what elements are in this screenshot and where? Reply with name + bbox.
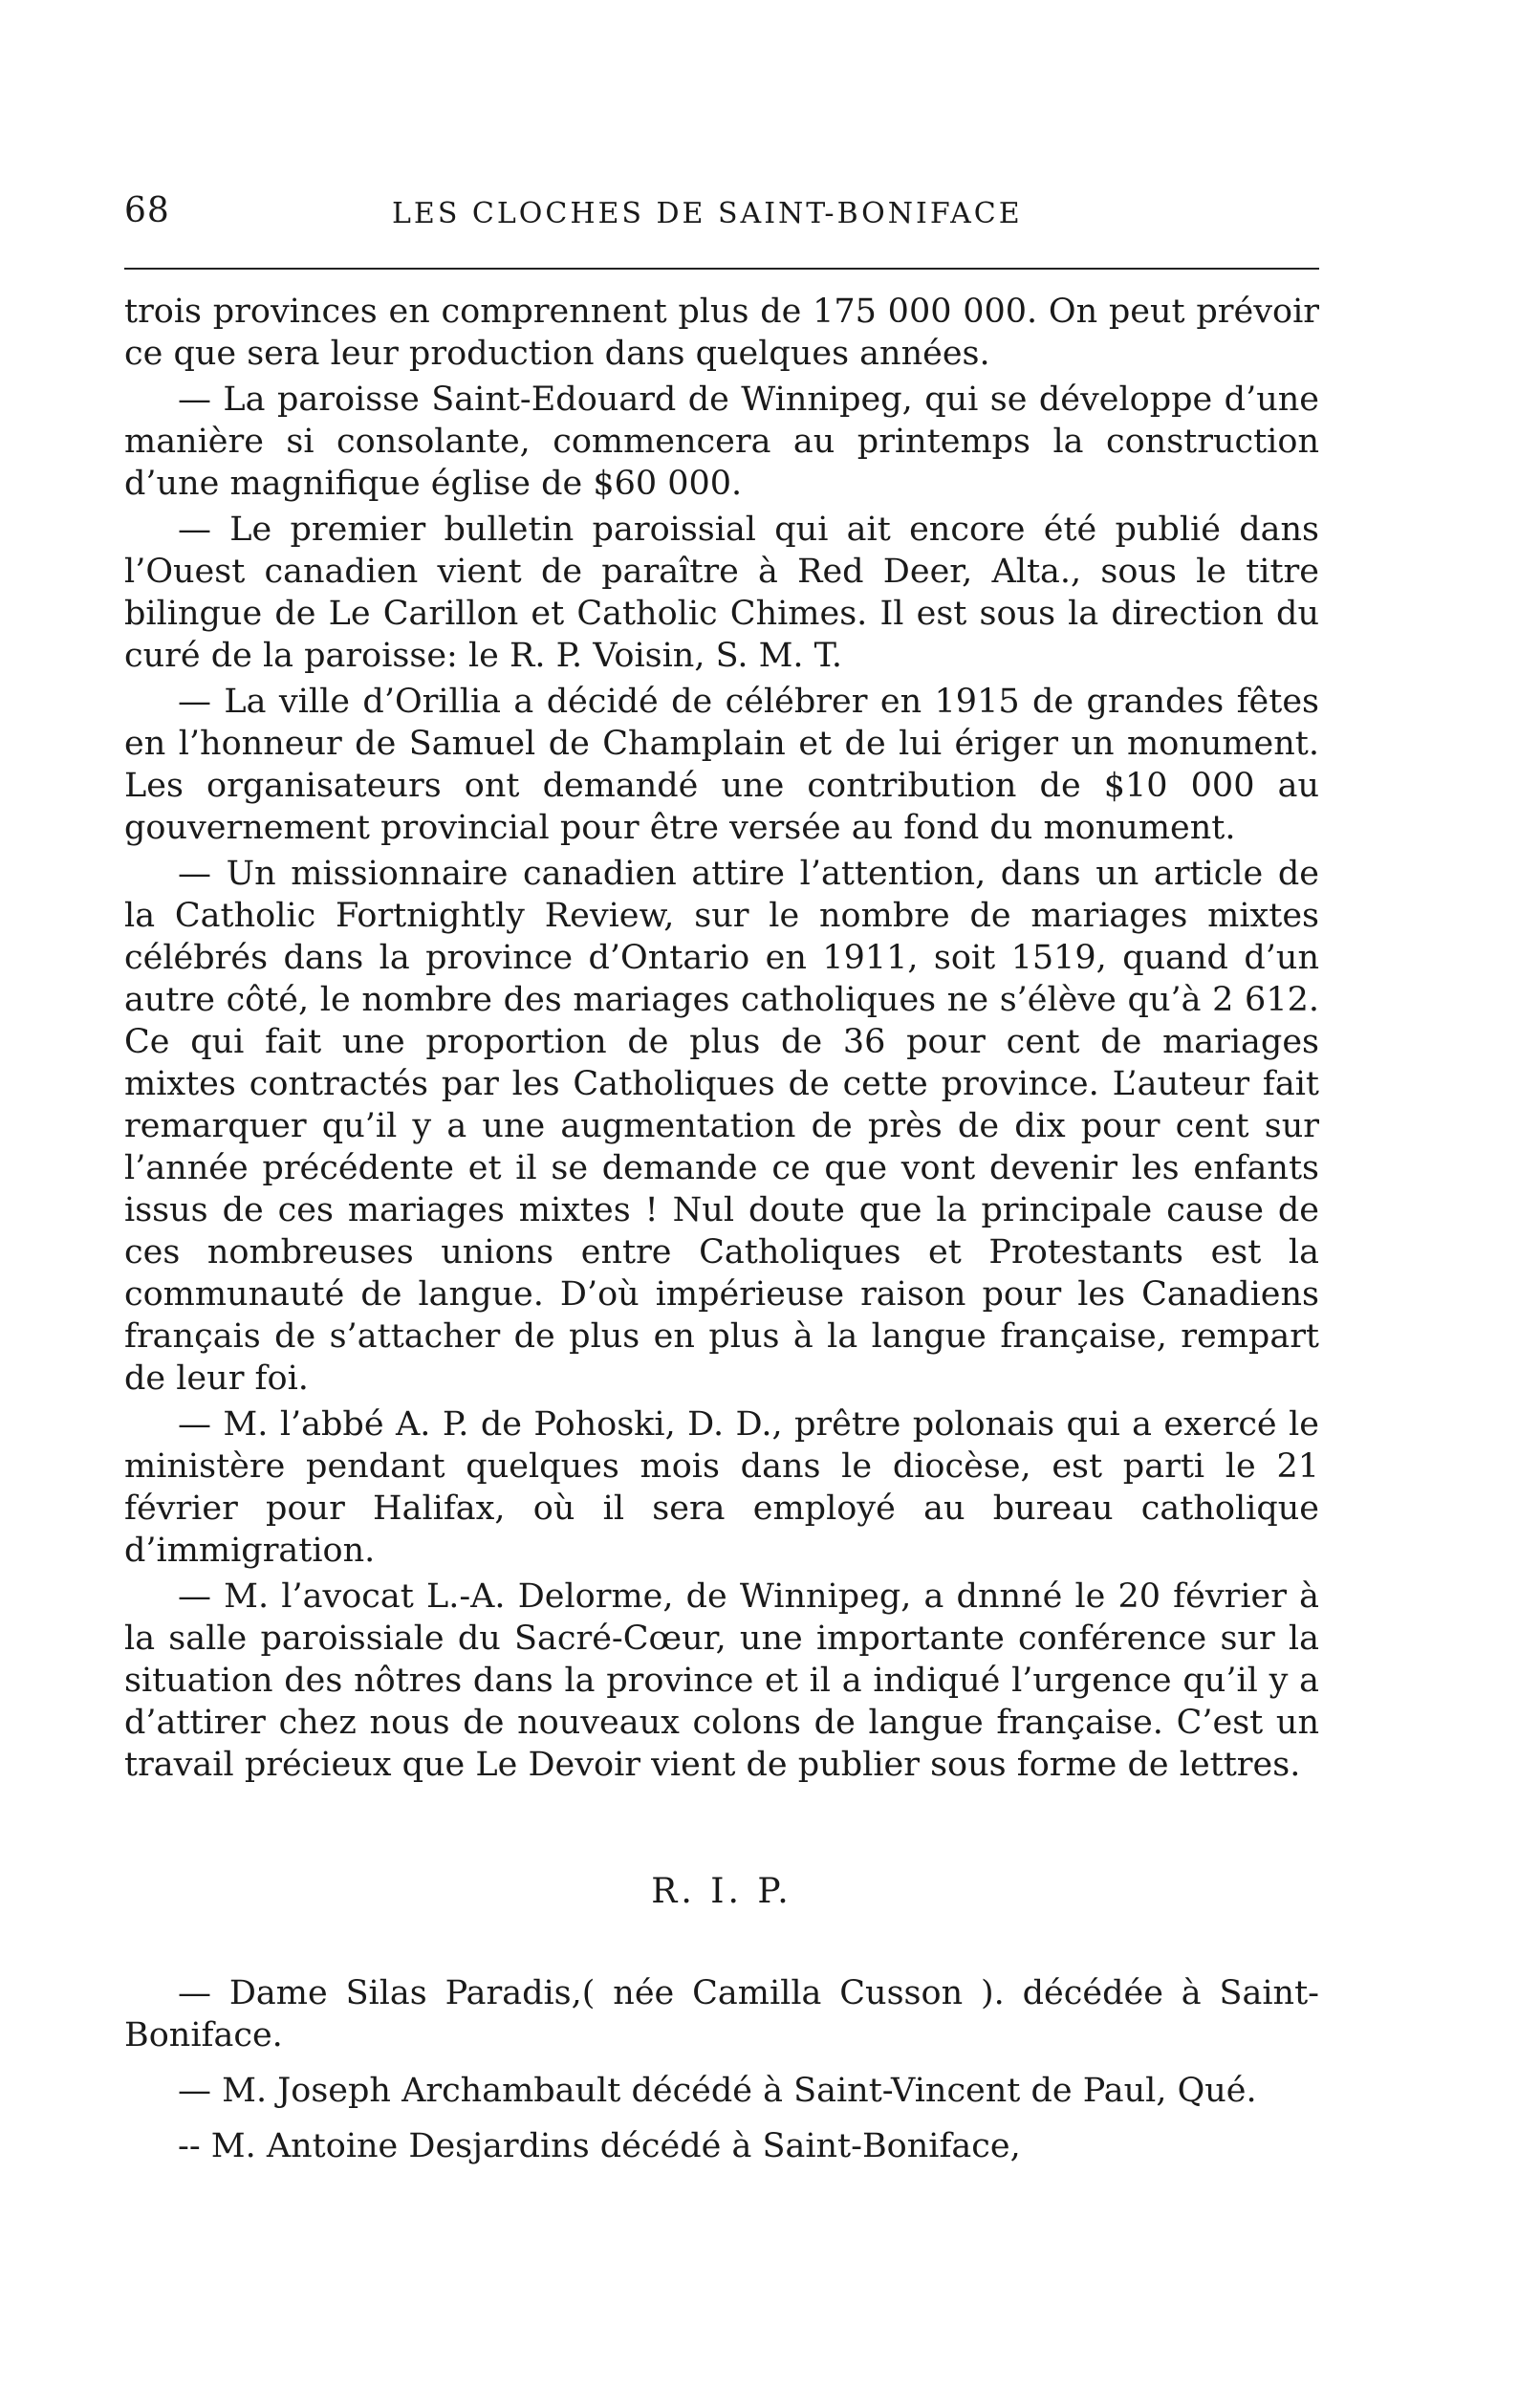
header-rule	[124, 268, 1319, 270]
paragraph-mariages-mixtes: — Un missionnaire canadien attire l’attention, dans un article de la Catholic Fortnightly Review, sur le nombre de mariages mixtes célébrés dans la province d’Ontario en 1911, soit 1519, quand d’un autre côté, le nombre des mariages catholiques ne s’élève qu’à 2 612. Ce qui fait une proportion de plus de 36 pour cent de mariages mixtes contractés par les Catholiques de cette province. L’auteur fait remarquer qu’il y a une augmentation de près de dix pour cent sur l’année précédente et il se demande ce que vont devenir les enfants issus de ces mariages mixtes ! Nul doute que la principale cause de ces nombreuses unions entre Catholiques et Protestants est la communauté de langue. D’où impérieuse raison pour les Canadiens français de s’attacher de plus en plus à la langue française, rempart de leur foi.	[124, 855, 1319, 1398]
obituary-item: -- M. Antoine Desjardins décédé à Saint-Boniface,	[178, 2127, 1021, 2165]
running-header	[124, 191, 1319, 249]
paragraph-bulletin: — Le premier bulletin paroissial qui ait encore été publié dans l’Ouest canadien vient de paraître à Red Deer, Alta., sous le titre bilingue de Le Carillon et Catholic Chimes. Il est sous la direction du curé de la paroisse: le R. P. Voisin, S. M. T.	[124, 511, 1319, 675]
obituary-item: — Dame Silas Paradis,( née Camilla Cusson ). décédée à Saint-Boniface.	[124, 1974, 1319, 2054]
paragraph-delorme: — M. l’avocat L.-A. Delorme, de Winnipeg, a dnnné le 20 février à la salle paroissiale du Sacré-Cœur, une importante conférence sur la situation des nôtres dans la province et il a indiqué l’urgence qu’il y a d’attirer chez nous de nouveaux colons de langue française. C’est un travail précieux que Le Devoir vient de publier sous forme de lettres.	[124, 1577, 1319, 1784]
paragraph-saint-edouard: — La paroisse Saint-Edouard de Winnipeg, qui se développe d’une manière si consolante, commencera au printemps la construction d’une magnifique église de $60 000.	[124, 380, 1319, 503]
obituary-list	[124, 1972, 1319, 2167]
page-number: 68	[124, 191, 170, 230]
running-title: LES CLOCHES DE SAINT-BONIFACE	[392, 197, 1023, 230]
news-body	[124, 291, 1319, 1786]
page	[124, 191, 1319, 2181]
paragraph-production: trois provinces en comprennent plus de 175 000 000. On peut prévoir ce que sera leur production dans quelques années.	[124, 293, 1319, 373]
obituary-item: — M. Joseph Archambault décédé à Saint-Vincent de Paul, Qué.	[178, 2072, 1257, 2110]
paragraph-pohoski: — M. l’abbé A. P. de Pohoski, D. D., prêtre polonais qui a exercé le ministère pendant quelques mois dans le diocèse, est parti le 21 février pour Halifax, où il sera employé au bureau catholique d’immigration.	[124, 1405, 1319, 1570]
section-heading-rip: R. I. P.	[651, 1872, 792, 1911]
paragraph-orillia: — La ville d’Orillia a décidé de célébrer en 1915 de grandes fêtes en l’honneur de Samuel de Champlain et de lui ériger un monument. Les organisateurs ont demandé une contribution de $10 000 au gouvernement provincial pour être versée au fond du monument.	[124, 683, 1319, 847]
